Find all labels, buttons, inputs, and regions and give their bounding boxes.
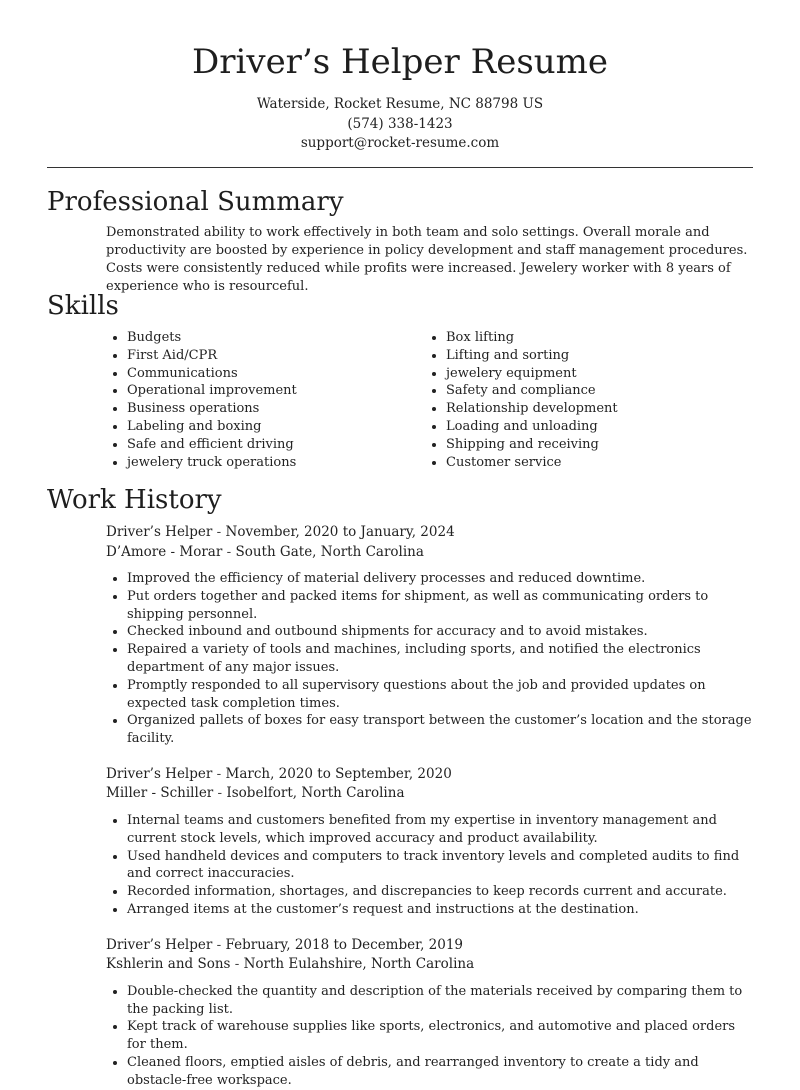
duty-item: • Double-checked the quantity and description of the materials received by comparing them to the packing list. [127, 983, 753, 1019]
job-location: South Gate, North Carolina [235, 543, 424, 560]
duty-item: • Cleaned floors, emptied aisles of debris, and rearranged inventory to create a tidy and obstacle-free workspace. [127, 1054, 753, 1090]
job-company-line: D’Amore - Morar - South Gate, North Carolina [106, 543, 424, 560]
skills-columns [106, 329, 753, 471]
skill-item: • Labeling and boxing [127, 418, 425, 436]
job-dates: March, 2020 to September, 2020 [225, 765, 452, 782]
skills-section [47, 290, 753, 471]
resume-title: Driver’s Helper Resume [191, 42, 609, 82]
skill-item: • First Aid/CPR [127, 347, 425, 365]
duty-item: • Put orders together and packed items for shipment, as well as communicating orders to shipping personnel. [127, 588, 753, 624]
job-location: Isobelfort, North Carolina [226, 785, 405, 802]
skill-item: • jewelery truck operations [127, 454, 425, 472]
job-title-line: Driver’s Helper - March, 2020 to September, 2020 [106, 765, 452, 782]
duty-item: • Internal teams and customers benefited from my expertise in inventory management and current stock levels, which improved accuracy and product availability. [127, 812, 753, 848]
job-entry [106, 765, 753, 919]
summary-heading: Professional Summary [47, 187, 344, 217]
duty-item: • Used handheld devices and computers to track inventory levels and completed audits to find and correct inaccuracies. [127, 848, 753, 884]
job-company: D’Amore - Morar [106, 543, 223, 560]
job-duties [106, 570, 753, 748]
duty-item: • Checked inbound and outbound shipments for accuracy and to avoid mistakes. [127, 623, 753, 641]
contact-email: support@rocket-resume.com [300, 135, 500, 151]
duty-item: • Kept track of warehouse supplies like sports, electronics, and automotive and placed orders for them. [127, 1018, 753, 1054]
job-dates: February, 2018 to December, 2019 [225, 936, 464, 953]
job-title: Driver’s Helper [106, 765, 213, 782]
skill-item: • Budgets [127, 329, 425, 347]
work-history-heading: Work History [47, 485, 222, 515]
skills-list-left [106, 329, 425, 471]
skill-item: • Shipping and receiving [446, 436, 744, 454]
skills-list-right [425, 329, 744, 471]
duty-item: • Promptly responded to all supervisory questions about the job and provided updates on expected task completion times. [127, 677, 753, 713]
skill-item: • Box lifting [446, 329, 744, 347]
job-company-line: Kshlerin and Sons - North Eulahshire, North Carolina [106, 956, 475, 973]
job-duties [106, 812, 753, 919]
duty-item: • Recorded information, shortages, and discrepancies to keep records current and accurate. [127, 883, 753, 901]
skill-item: • Customer service [446, 454, 744, 472]
skill-item: • Safety and compliance [446, 382, 744, 400]
contact-info [0, 95, 800, 154]
resume-header [0, 0, 800, 154]
summary-section [47, 186, 753, 296]
summary-text: Demonstrated ability to work effectively in both team and solo settings. Overall morale and productivity are boosted by experience in policy development and staff management procedures. Costs were consistently reduced while profits were increased. Jewelery worker with 8 years of experience who is resourceful. [106, 225, 748, 294]
job-company-line: Miller - Schiller - Isobelfort, North Carolina [106, 785, 405, 802]
job-company: Miller - Schiller [106, 785, 214, 802]
job-company: Kshlerin and Sons [106, 956, 231, 973]
job-duties [106, 983, 753, 1090]
job-title: Driver’s Helper [106, 524, 213, 540]
duty-item: • Improved the efficiency of material delivery processes and reduced downtime. [127, 570, 753, 588]
skill-item: • Loading and unloading [446, 418, 744, 436]
job-title: Driver’s Helper [106, 936, 213, 953]
header-divider [47, 167, 753, 168]
duty-item: • Arranged items at the customer’s request and instructions at the destination. [127, 901, 753, 919]
skill-item: • Safe and efficient driving [127, 436, 425, 454]
duty-item: • Repaired a variety of tools and machines, including sports, and notified the electronics department of any major issues. [127, 641, 753, 677]
skill-item: • Operational improvement [127, 382, 425, 400]
skill-item: • Relationship development [446, 400, 744, 418]
skills-heading: Skills [47, 291, 119, 321]
skill-item: • Business operations [127, 400, 425, 418]
job-title-line: Driver’s Helper - November, 2020 to January, 2024 [106, 524, 455, 540]
job-location: North Eulahshire, North Carolina [243, 956, 475, 973]
job-entry [106, 523, 753, 748]
job-entry [106, 936, 753, 1090]
job-title-line: Driver’s Helper - February, 2018 to December, 2019 [106, 936, 464, 953]
skill-item: • Communications [127, 365, 425, 383]
job-dates: November, 2020 to January, 2024 [225, 524, 455, 540]
skill-item: • Lifting and sorting [446, 347, 744, 365]
contact-address: Waterside, Rocket Resume, NC 88798 US [256, 96, 544, 112]
duty-item: • Organized pallets of boxes for easy transport between the customer’s location and the storage facility. [127, 712, 753, 748]
contact-phone: (574) 338-1423 [347, 115, 453, 132]
skill-item: • jewelery equipment [446, 365, 744, 383]
work-history-section [47, 484, 753, 1090]
